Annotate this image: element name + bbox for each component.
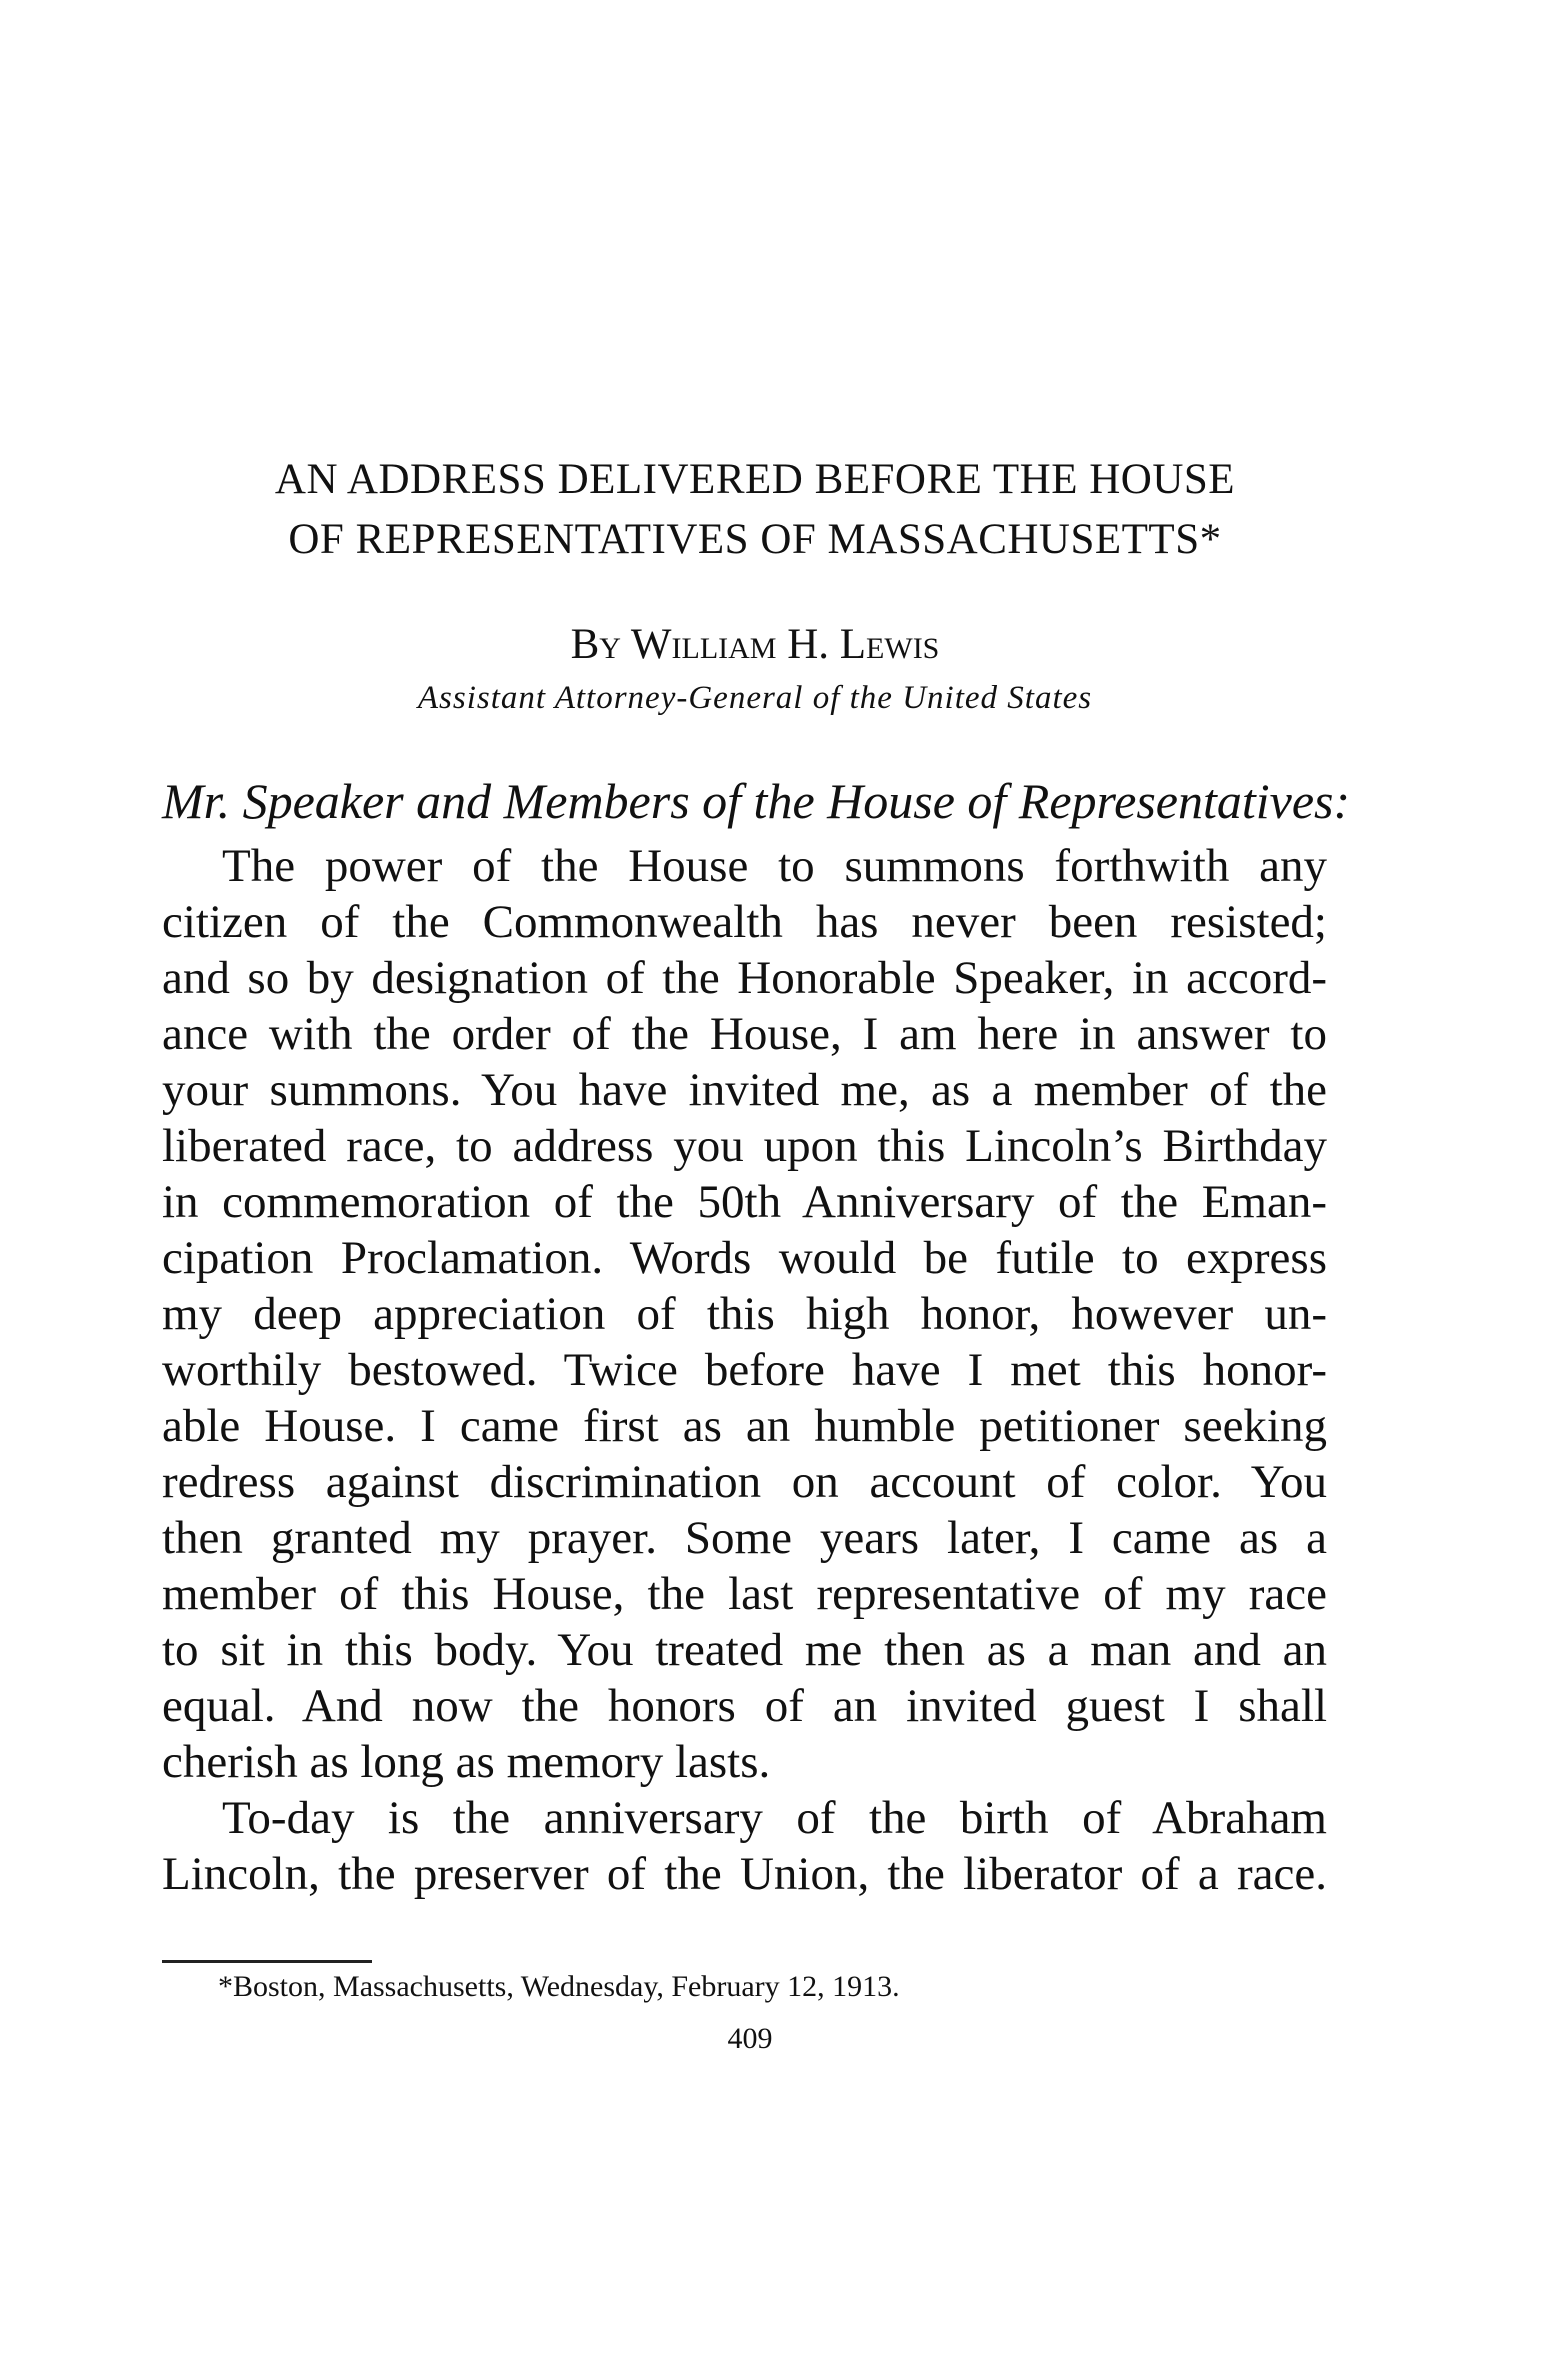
body-line: in commemoration of the 50th Anniversary of the Eman- [162,1176,1327,1228]
page-number: 409 [727,2022,773,2055]
salutation: Mr. Speaker and Members of the House of Representatives: [162,773,1351,829]
body-line: liberated race, to address you upon this Lincoln’s Birthday [162,1120,1327,1172]
body-line: cipation Proclamation. Words would be futile to express [162,1232,1327,1284]
body-line: and so by designation of the Honorable Speaker, in accord- [162,952,1327,1004]
body-line: ance with the order of the House, I am here in answer to [162,1008,1327,1060]
body-line: The power of the House to summons forthwith any [222,840,1327,892]
body-line: equal. And now the honors of an invited guest I shall [162,1680,1327,1732]
body-line: member of this House, the last representative of my race [162,1568,1327,1620]
footnote: *Boston, Massachusetts, Wednesday, February 12, 1913. [218,1970,900,2003]
footnote-divider [162,1960,372,1963]
body-line: worthily bestowed. Twice before have I met this honor- [162,1344,1327,1396]
body-line: cherish as long as memory lasts. [162,1736,771,1788]
body-line: your summons. You have invited me, as a member of the [162,1064,1327,1116]
body-line: to sit in this body. You treated me then as a man and an [162,1624,1327,1676]
body-line: able House. I came first as an humble petitioner seeking [162,1400,1327,1452]
title-line-1: AN ADDRESS DELIVERED BEFORE THE HOUSE [274,456,1236,503]
body-line: then granted my prayer. Some years later, I came as a [162,1512,1327,1564]
body-line: citizen of the Commonwealth has never been resisted; [162,896,1327,948]
author-affiliation: Assistant Attorney-General of the United States [417,680,1093,716]
body-line: my deep appreciation of this high honor, however un- [162,1288,1327,1340]
body-line: redress against discrimination on account of color. You [162,1456,1327,1508]
body-line: To-day is the anniversary of the birth of Abraham [222,1792,1327,1844]
body-line: Lincoln, the preserver of the Union, the liberator of a race. [162,1848,1327,1900]
author-byline: By William H. Lewis [570,621,940,668]
title-line-2: OF REPRESENTATIVES OF MASSACHUSETTS* [288,516,1222,563]
